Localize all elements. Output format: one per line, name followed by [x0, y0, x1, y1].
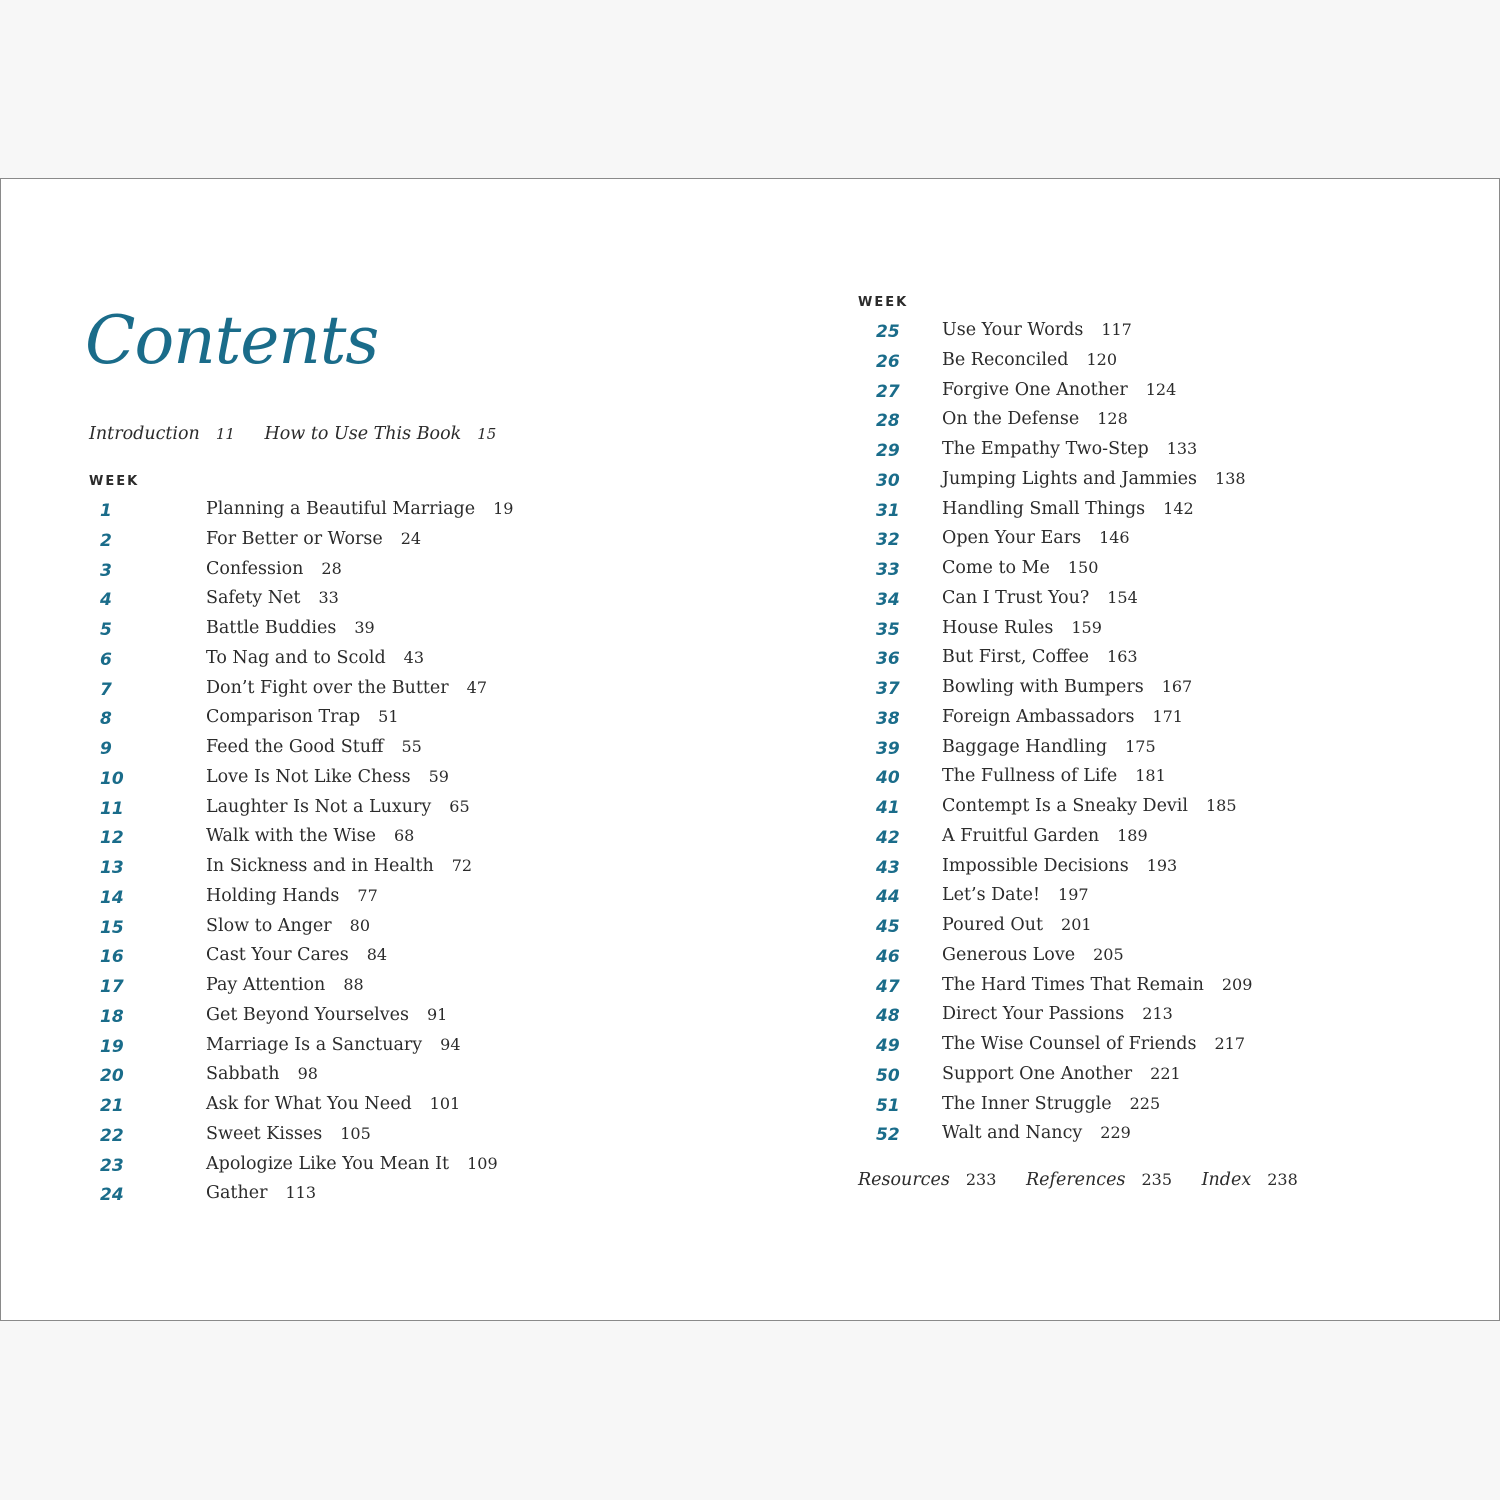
week-row	[100, 499, 560, 529]
week-page: 205	[1093, 944, 1124, 964]
week-number: 28	[876, 411, 900, 432]
week-entry	[942, 856, 1177, 876]
week-page: 124	[1145, 379, 1177, 399]
week-title: The Fullness of Life	[942, 766, 1118, 787]
week-title: Marriage Is a Sanctuary	[206, 1034, 423, 1055]
week-row	[100, 856, 560, 886]
week-number: 25	[876, 322, 900, 342]
week-entry	[206, 1094, 460, 1114]
week-entry	[942, 409, 1128, 429]
week-title: Feed the Good Stuff	[206, 737, 384, 757]
week-entry	[206, 945, 387, 965]
week-entry	[206, 707, 399, 727]
week-row	[876, 409, 1336, 439]
week-entry	[206, 767, 449, 787]
week-entry	[942, 707, 1183, 727]
week-title: Cast Your Cares	[206, 945, 349, 966]
week-title: For Better or Worse	[206, 528, 383, 549]
week-row	[100, 588, 560, 618]
week-page: 65	[449, 796, 470, 816]
week-number: 34	[876, 589, 900, 610]
week-entry	[206, 648, 424, 668]
week-number: 43	[876, 857, 900, 878]
week-title: Forgive One Another	[942, 379, 1128, 400]
week-page: 221	[1150, 1063, 1181, 1083]
week-page: 181	[1135, 766, 1166, 786]
week-entry	[942, 1064, 1181, 1084]
week-title: Generous Love	[942, 944, 1076, 965]
week-row	[100, 826, 560, 856]
week-number: 20	[100, 1066, 124, 1087]
week-page: 80	[349, 915, 370, 935]
week-page: 146	[1099, 528, 1130, 548]
week-number: 41	[876, 798, 900, 818]
week-entry	[942, 766, 1166, 786]
week-page: 150	[1067, 558, 1099, 577]
week-page: 94	[440, 1034, 461, 1054]
week-row	[876, 885, 1336, 915]
week-entry	[206, 886, 378, 906]
week-page: 217	[1214, 1034, 1246, 1053]
week-title: Be Reconciled	[942, 349, 1069, 370]
week-page: 84	[366, 945, 388, 965]
week-title: Baggage Handling	[942, 736, 1108, 757]
week-page: 105	[340, 1123, 371, 1143]
week-page: 24	[400, 528, 422, 548]
week-number: 32	[876, 530, 900, 551]
week-row	[876, 558, 1336, 588]
back-matter-label: References	[1025, 1170, 1126, 1190]
week-title: Gather	[206, 1183, 268, 1204]
week-entry	[942, 558, 1098, 578]
week-title: House Rules	[942, 617, 1054, 638]
week-row	[876, 469, 1336, 499]
week-title: Support One Another	[942, 1063, 1133, 1084]
week-page: 225	[1129, 1093, 1161, 1113]
week-row	[100, 559, 560, 589]
front-matter-label: How to Use This Book	[264, 424, 462, 444]
week-title: In Sickness and in Health	[206, 856, 434, 876]
week-title: Let’s Date!	[942, 885, 1041, 906]
back-matter-item	[1026, 1170, 1178, 1190]
week-row	[100, 1094, 560, 1124]
week-title: Open Your Ears	[942, 528, 1082, 549]
back-matter-page: 235	[1141, 1170, 1172, 1189]
front-matter-label: Introduction	[89, 424, 200, 444]
week-entry	[942, 1004, 1173, 1024]
week-entry	[206, 916, 370, 936]
week-number: 17	[100, 977, 124, 997]
week-entry	[942, 528, 1130, 548]
week-number: 22	[100, 1125, 124, 1146]
week-title: Sabbath	[206, 1064, 280, 1085]
week-row	[876, 1034, 1336, 1064]
week-title: Sweet Kisses	[206, 1123, 323, 1144]
week-row	[100, 916, 560, 946]
week-number: 18	[100, 1006, 124, 1027]
week-number: 13	[100, 858, 124, 878]
week-number: 9	[100, 739, 112, 759]
week-page: 28	[321, 558, 342, 578]
week-entry	[942, 915, 1092, 935]
front-matter-page: 15	[477, 425, 497, 443]
week-title: Come to Me	[942, 558, 1050, 578]
week-page: 43	[403, 647, 425, 667]
week-number: 16	[100, 947, 124, 968]
week-page: 19	[493, 499, 514, 518]
week-entry	[206, 1064, 318, 1084]
week-page: 91	[426, 1004, 448, 1024]
week-row	[100, 737, 560, 767]
week-entry	[206, 1124, 371, 1144]
week-number: 12	[100, 828, 124, 849]
week-number: 6	[100, 649, 112, 670]
week-number: 46	[876, 946, 900, 967]
week-number: 47	[876, 976, 900, 997]
week-number: 29	[876, 441, 900, 461]
week-title: Apologize Like You Mean It	[206, 1153, 450, 1174]
week-entry	[942, 499, 1194, 519]
week-entry	[942, 796, 1237, 816]
week-title: Walk with the Wise	[206, 826, 376, 847]
week-number: 10	[100, 768, 124, 789]
week-row	[876, 1094, 1336, 1124]
week-number: 3	[100, 560, 112, 581]
week-entry	[206, 1005, 447, 1025]
week-number: 37	[876, 679, 900, 699]
week-number: 8	[100, 709, 112, 730]
week-entry	[206, 826, 414, 846]
week-number: 49	[876, 1036, 900, 1056]
week-row	[100, 529, 560, 559]
week-title: Walt and Nancy	[942, 1123, 1083, 1144]
week-number: 7	[100, 679, 112, 700]
week-row	[876, 350, 1336, 380]
week-page: 51	[378, 707, 399, 727]
week-page: 133	[1166, 439, 1198, 458]
week-page: 154	[1107, 587, 1138, 607]
front-matter-item	[89, 424, 241, 444]
week-row	[100, 1064, 560, 1094]
week-title: Holding Hands	[206, 885, 340, 906]
week-entry	[206, 1183, 316, 1203]
week-entry	[206, 797, 470, 817]
week-row	[100, 1005, 560, 1035]
week-entry	[942, 380, 1176, 400]
back-matter-item	[1202, 1170, 1298, 1190]
contents-title: Contents	[85, 302, 379, 379]
week-row	[876, 796, 1336, 826]
back-matter	[858, 1170, 1322, 1190]
week-number: 5	[100, 620, 112, 640]
week-row	[100, 707, 560, 737]
week-list-left	[100, 499, 560, 1213]
week-row	[876, 975, 1336, 1005]
week-number: 45	[876, 917, 900, 937]
week-entry	[942, 439, 1197, 459]
week-entry	[942, 1094, 1160, 1114]
week-title: Jumping Lights and Jammies	[942, 468, 1198, 489]
week-title: But First, Coffee	[942, 647, 1090, 668]
week-row	[876, 647, 1336, 677]
week-page: 33	[318, 588, 339, 608]
week-entry	[206, 975, 364, 995]
week-title: Contempt Is a Sneaky Devil	[942, 796, 1188, 816]
week-title: Get Beyond Yourselves	[206, 1004, 409, 1025]
week-row	[100, 797, 560, 827]
week-page: 113	[285, 1183, 316, 1203]
week-number: 36	[876, 649, 900, 670]
week-title: Ask for What You Need	[206, 1094, 412, 1114]
week-title: Laughter Is Not a Luxury	[206, 796, 432, 817]
week-number: 40	[876, 768, 900, 789]
week-title: The Inner Struggle	[942, 1093, 1112, 1114]
week-title: A Fruitful Garden	[942, 825, 1100, 846]
week-number: 11	[100, 798, 124, 819]
week-row	[100, 618, 560, 648]
week-entry	[206, 529, 421, 549]
week-title: The Empathy Two-Step	[942, 439, 1149, 459]
week-number: 15	[100, 917, 124, 938]
week-title: The Wise Counsel of Friends	[942, 1034, 1197, 1054]
week-entry	[942, 1123, 1131, 1143]
week-entry	[942, 1034, 1245, 1054]
week-row	[876, 1064, 1336, 1094]
week-page: 101	[429, 1094, 461, 1113]
week-title: Planning a Beautiful Marriage	[206, 499, 476, 519]
week-page: 120	[1086, 349, 1118, 369]
week-title: Battle Buddies	[206, 618, 337, 638]
week-entry	[942, 350, 1117, 370]
week-row	[100, 886, 560, 916]
front-matter-item	[265, 424, 497, 444]
week-number: 24	[100, 1185, 124, 1206]
week-entry	[206, 856, 472, 876]
week-row	[876, 588, 1336, 618]
week-page: 213	[1142, 1004, 1173, 1024]
week-row	[100, 1183, 560, 1213]
week-page: 72	[451, 856, 473, 875]
week-page: 197	[1058, 885, 1089, 905]
week-row	[876, 439, 1336, 469]
week-title: Impossible Decisions	[942, 855, 1129, 876]
week-entry	[942, 975, 1252, 995]
back-matter-label: Index	[1201, 1170, 1252, 1190]
week-title: Use Your Words	[942, 320, 1084, 340]
week-page: 163	[1107, 647, 1138, 667]
week-title: The Hard Times That Remain	[942, 974, 1204, 995]
week-row	[876, 915, 1336, 945]
week-number: 33	[876, 560, 900, 580]
week-entry	[942, 618, 1102, 638]
week-row	[100, 1035, 560, 1065]
week-number: 19	[100, 1036, 124, 1057]
week-title: Bowling with Bumpers	[942, 677, 1144, 697]
week-entry	[206, 618, 375, 638]
week-entry	[942, 320, 1132, 340]
week-number: 1	[100, 501, 112, 521]
week-page: 128	[1097, 409, 1128, 429]
week-page: 201	[1061, 915, 1092, 934]
week-number: 50	[876, 1065, 900, 1086]
week-row	[876, 1004, 1336, 1034]
week-row	[100, 975, 560, 1005]
week-number: 48	[876, 1006, 900, 1027]
week-page: 209	[1221, 974, 1253, 994]
week-row	[876, 618, 1336, 648]
week-number: 51	[876, 1095, 900, 1116]
week-page: 39	[354, 618, 375, 637]
week-page: 117	[1101, 320, 1132, 339]
week-number: 38	[876, 708, 900, 729]
week-title: Foreign Ambassadors	[942, 706, 1135, 727]
week-page: 68	[393, 826, 415, 846]
week-title: Love Is Not Like Chess	[206, 766, 411, 787]
week-title: Handling Small Things	[942, 498, 1146, 519]
week-page: 175	[1125, 736, 1156, 756]
week-entry	[942, 826, 1148, 846]
week-title: Comparison Trap	[206, 707, 361, 728]
week-number: 26	[876, 351, 900, 372]
week-row	[876, 1123, 1336, 1153]
week-page: 229	[1100, 1123, 1131, 1143]
week-number: 44	[876, 887, 900, 908]
week-page: 138	[1215, 468, 1246, 488]
back-matter-item	[858, 1170, 1002, 1190]
week-row	[100, 1124, 560, 1154]
week-number: 42	[876, 827, 900, 848]
week-number: 31	[876, 500, 900, 521]
week-entry	[942, 885, 1089, 905]
week-number: 2	[100, 530, 112, 551]
week-number: 52	[876, 1125, 900, 1146]
week-entry	[942, 737, 1156, 757]
week-heading-left: WEEK	[89, 474, 140, 489]
week-entry	[206, 678, 487, 698]
week-title: Confession	[206, 558, 304, 579]
week-title: Safety Net	[206, 588, 301, 609]
week-entry	[942, 588, 1138, 608]
week-row	[100, 767, 560, 797]
week-page: 88	[343, 975, 364, 994]
week-number: 21	[100, 1096, 124, 1116]
week-entry	[942, 469, 1246, 489]
week-row	[876, 766, 1336, 796]
week-entry	[206, 588, 339, 608]
week-number: 14	[100, 887, 124, 908]
week-page: 193	[1146, 855, 1178, 875]
week-page: 47	[466, 677, 488, 697]
week-title: Can I Trust You?	[942, 587, 1090, 608]
week-number: 4	[100, 590, 112, 611]
week-entry	[206, 1154, 498, 1174]
week-row	[876, 528, 1336, 558]
week-page: 167	[1161, 677, 1193, 696]
week-title: Poured Out	[942, 915, 1044, 935]
back-matter-page: 233	[965, 1170, 997, 1189]
back-matter-label: Resources	[858, 1170, 950, 1190]
week-row	[100, 678, 560, 708]
week-entry	[942, 945, 1124, 965]
week-row	[876, 677, 1336, 707]
week-page: 109	[467, 1153, 498, 1173]
front-matter-page: 11	[215, 425, 235, 443]
week-row	[876, 707, 1336, 737]
week-page: 171	[1152, 706, 1183, 726]
week-row	[876, 320, 1336, 350]
week-page: 98	[297, 1064, 318, 1084]
week-row	[876, 856, 1336, 886]
week-list-right	[876, 320, 1336, 1153]
week-row	[876, 737, 1336, 767]
week-title: Pay Attention	[206, 975, 326, 995]
front-matter	[89, 424, 520, 444]
week-number: 23	[100, 1155, 124, 1176]
week-number: 30	[876, 470, 900, 491]
week-row	[100, 1154, 560, 1184]
week-row	[876, 945, 1336, 975]
week-page: 142	[1163, 498, 1194, 518]
week-row	[100, 648, 560, 678]
week-row	[876, 380, 1336, 410]
week-entry	[942, 647, 1138, 667]
week-number: 39	[876, 738, 900, 759]
week-page: 189	[1117, 825, 1148, 845]
back-matter-page: 238	[1267, 1170, 1298, 1189]
week-row	[876, 499, 1336, 529]
week-row	[876, 826, 1336, 856]
week-page: 159	[1071, 617, 1102, 637]
week-title: Slow to Anger	[206, 915, 332, 936]
week-entry	[942, 677, 1192, 697]
week-page: 77	[357, 885, 378, 905]
week-row	[100, 945, 560, 975]
week-number: 27	[876, 381, 900, 402]
week-heading-right: WEEK	[858, 295, 909, 310]
week-title: On the Defense	[942, 409, 1080, 430]
week-entry	[206, 559, 342, 579]
week-page: 185	[1206, 796, 1237, 815]
week-number: 35	[876, 619, 900, 640]
week-entry	[206, 1035, 461, 1055]
week-entry	[206, 499, 513, 519]
week-entry	[206, 737, 422, 757]
week-page: 55	[401, 737, 422, 756]
week-title: Don’t Fight over the Butter	[206, 677, 449, 698]
week-title: To Nag and to Scold	[206, 647, 386, 668]
week-page: 59	[428, 766, 449, 786]
week-title: Direct Your Passions	[942, 1004, 1125, 1025]
